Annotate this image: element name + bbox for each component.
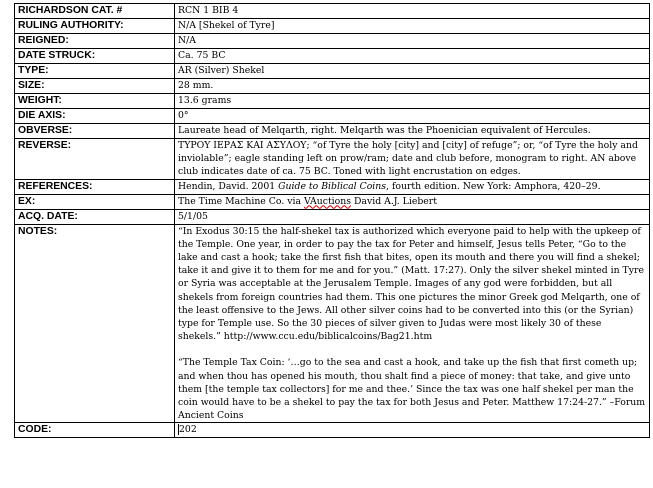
label-code: CODE: <box>15 423 175 438</box>
row-type <box>15 64 650 79</box>
label-size: SIZE: <box>15 79 175 94</box>
row-obverse <box>15 124 650 139</box>
ex-suffix: David A.J. Liebert <box>351 195 437 207</box>
label-type: TYPE: <box>15 64 175 79</box>
row-ruling-authority <box>15 19 650 34</box>
references-title: Guide to Biblical Coins <box>278 180 387 192</box>
row-reigned <box>15 34 650 49</box>
row-catalog-number <box>15 4 650 19</box>
value-acq-date[interactable]: 5/1/05 <box>175 209 650 224</box>
row-ex <box>15 194 650 209</box>
label-reverse: REVERSE: <box>15 139 175 180</box>
row-die-axis <box>15 109 650 124</box>
label-notes: NOTES: <box>15 224 175 423</box>
references-publisher: , fourth edition. New York: Amphora, 420–29. <box>386 180 601 192</box>
value-ruling-authority[interactable]: N/A [Shekel of Tyre] <box>175 19 650 34</box>
ex-spellcheck-word: VAuctions <box>303 195 352 207</box>
label-ruling-authority: RULING AUTHORITY: <box>15 19 175 34</box>
label-die-axis: DIE AXIS: <box>15 109 175 124</box>
value-weight[interactable]: 13.6 grams <box>175 94 650 109</box>
notes-paragraph-2: “The Temple Tax Coin: ‘…go to the sea and cast a hook, and take up the fish that first cometh up; and when thou has opened his mouth, thou shalt find a piece of money: that take, and give unto them [the temple tax collectors] for me and thee.’ Since the tax was one half shekel per man the coin would have to be a shekel to pay the tax for both Jesus and Peter. Matthew 17:24-27.” –Forum Ancient Coins <box>178 357 646 422</box>
value-reigned[interactable]: N/A <box>175 34 650 49</box>
row-date-struck <box>15 49 650 64</box>
label-ex: EX: <box>15 194 175 209</box>
value-reverse[interactable]: ΤΥΡΟΥ ΙΕΡΑΣ ΚΑΙ ΑΣΥΛΟΥ; “of Tyre the holy [city] and [city] of refuge”; or, “of Tyre the holy and inviolable”; eagle standing left on prow/ram; date and club before, monogram to right. AN above club indicates date of ca. 75 BC. Toned with light encrustation on edges. <box>175 139 650 180</box>
label-weight: WEIGHT: <box>15 94 175 109</box>
catalog-table <box>14 3 650 438</box>
value-obverse[interactable]: Laureate head of Melqarth, right. Melqarth was the Phoenician equivalent of Hercules. <box>175 124 650 139</box>
label-acq-date: ACQ. DATE: <box>15 209 175 224</box>
row-reverse <box>15 139 650 180</box>
label-obverse: OBVERSE: <box>15 124 175 139</box>
row-code <box>15 423 650 438</box>
value-references[interactable] <box>175 179 650 194</box>
value-die-axis[interactable]: 0° <box>175 109 650 124</box>
value-catalog-number[interactable]: RCN 1 BIB 4 <box>175 4 650 19</box>
value-size[interactable]: 28 mm. <box>175 79 650 94</box>
value-type[interactable]: AR (Silver) Shekel <box>175 64 650 79</box>
label-reigned: REIGNED: <box>15 34 175 49</box>
references-author: Hendin, David. 2001 <box>178 180 279 192</box>
row-size <box>15 79 650 94</box>
value-notes[interactable] <box>175 224 650 423</box>
value-date-struck[interactable]: Ca. 75 BC <box>175 49 650 64</box>
value-code[interactable] <box>175 423 650 438</box>
value-ex[interactable] <box>175 194 650 209</box>
row-references <box>15 179 650 194</box>
ex-prefix: The Time Machine Co. via <box>178 195 304 207</box>
row-notes <box>15 224 650 423</box>
code-text: 202 <box>179 424 197 436</box>
label-date-struck: DATE STRUCK: <box>15 49 175 64</box>
label-references: REFERENCES: <box>15 179 175 194</box>
label-catalog-number: RICHARDSON CAT. # <box>15 4 175 19</box>
notes-paragraph-1: “In Exodus 30:15 the half-shekel tax is authorized which everyone paid to help with the upkeep of the Temple. One year, in order to pay the tax for Peter and himself, Jesus tells Peter, “Go to the lake and cast a hook; take the first fish that bites, open its mouth and there you will find a shekel; take it and give it to them for me and for you.” (Matt. 17:27). Only the silver shekel minted in Tyre or Syria was acceptable at the Jerusalem Temple. Images of any god were forbidden, but all shekels from foreign countries had them. This one pictures the minor Greek god Melqarth, one of the least offensive to the Jews. All other silver coins had to be converted into this (or the Syrian) type for Temple use. So the 30 pieces of silver given to Judas were most likely 30 of these shekels.” http://www.ccu.edu/biblicalcoins/Bag21.htm <box>178 225 644 343</box>
row-acq-date <box>15 209 650 224</box>
row-weight <box>15 94 650 109</box>
